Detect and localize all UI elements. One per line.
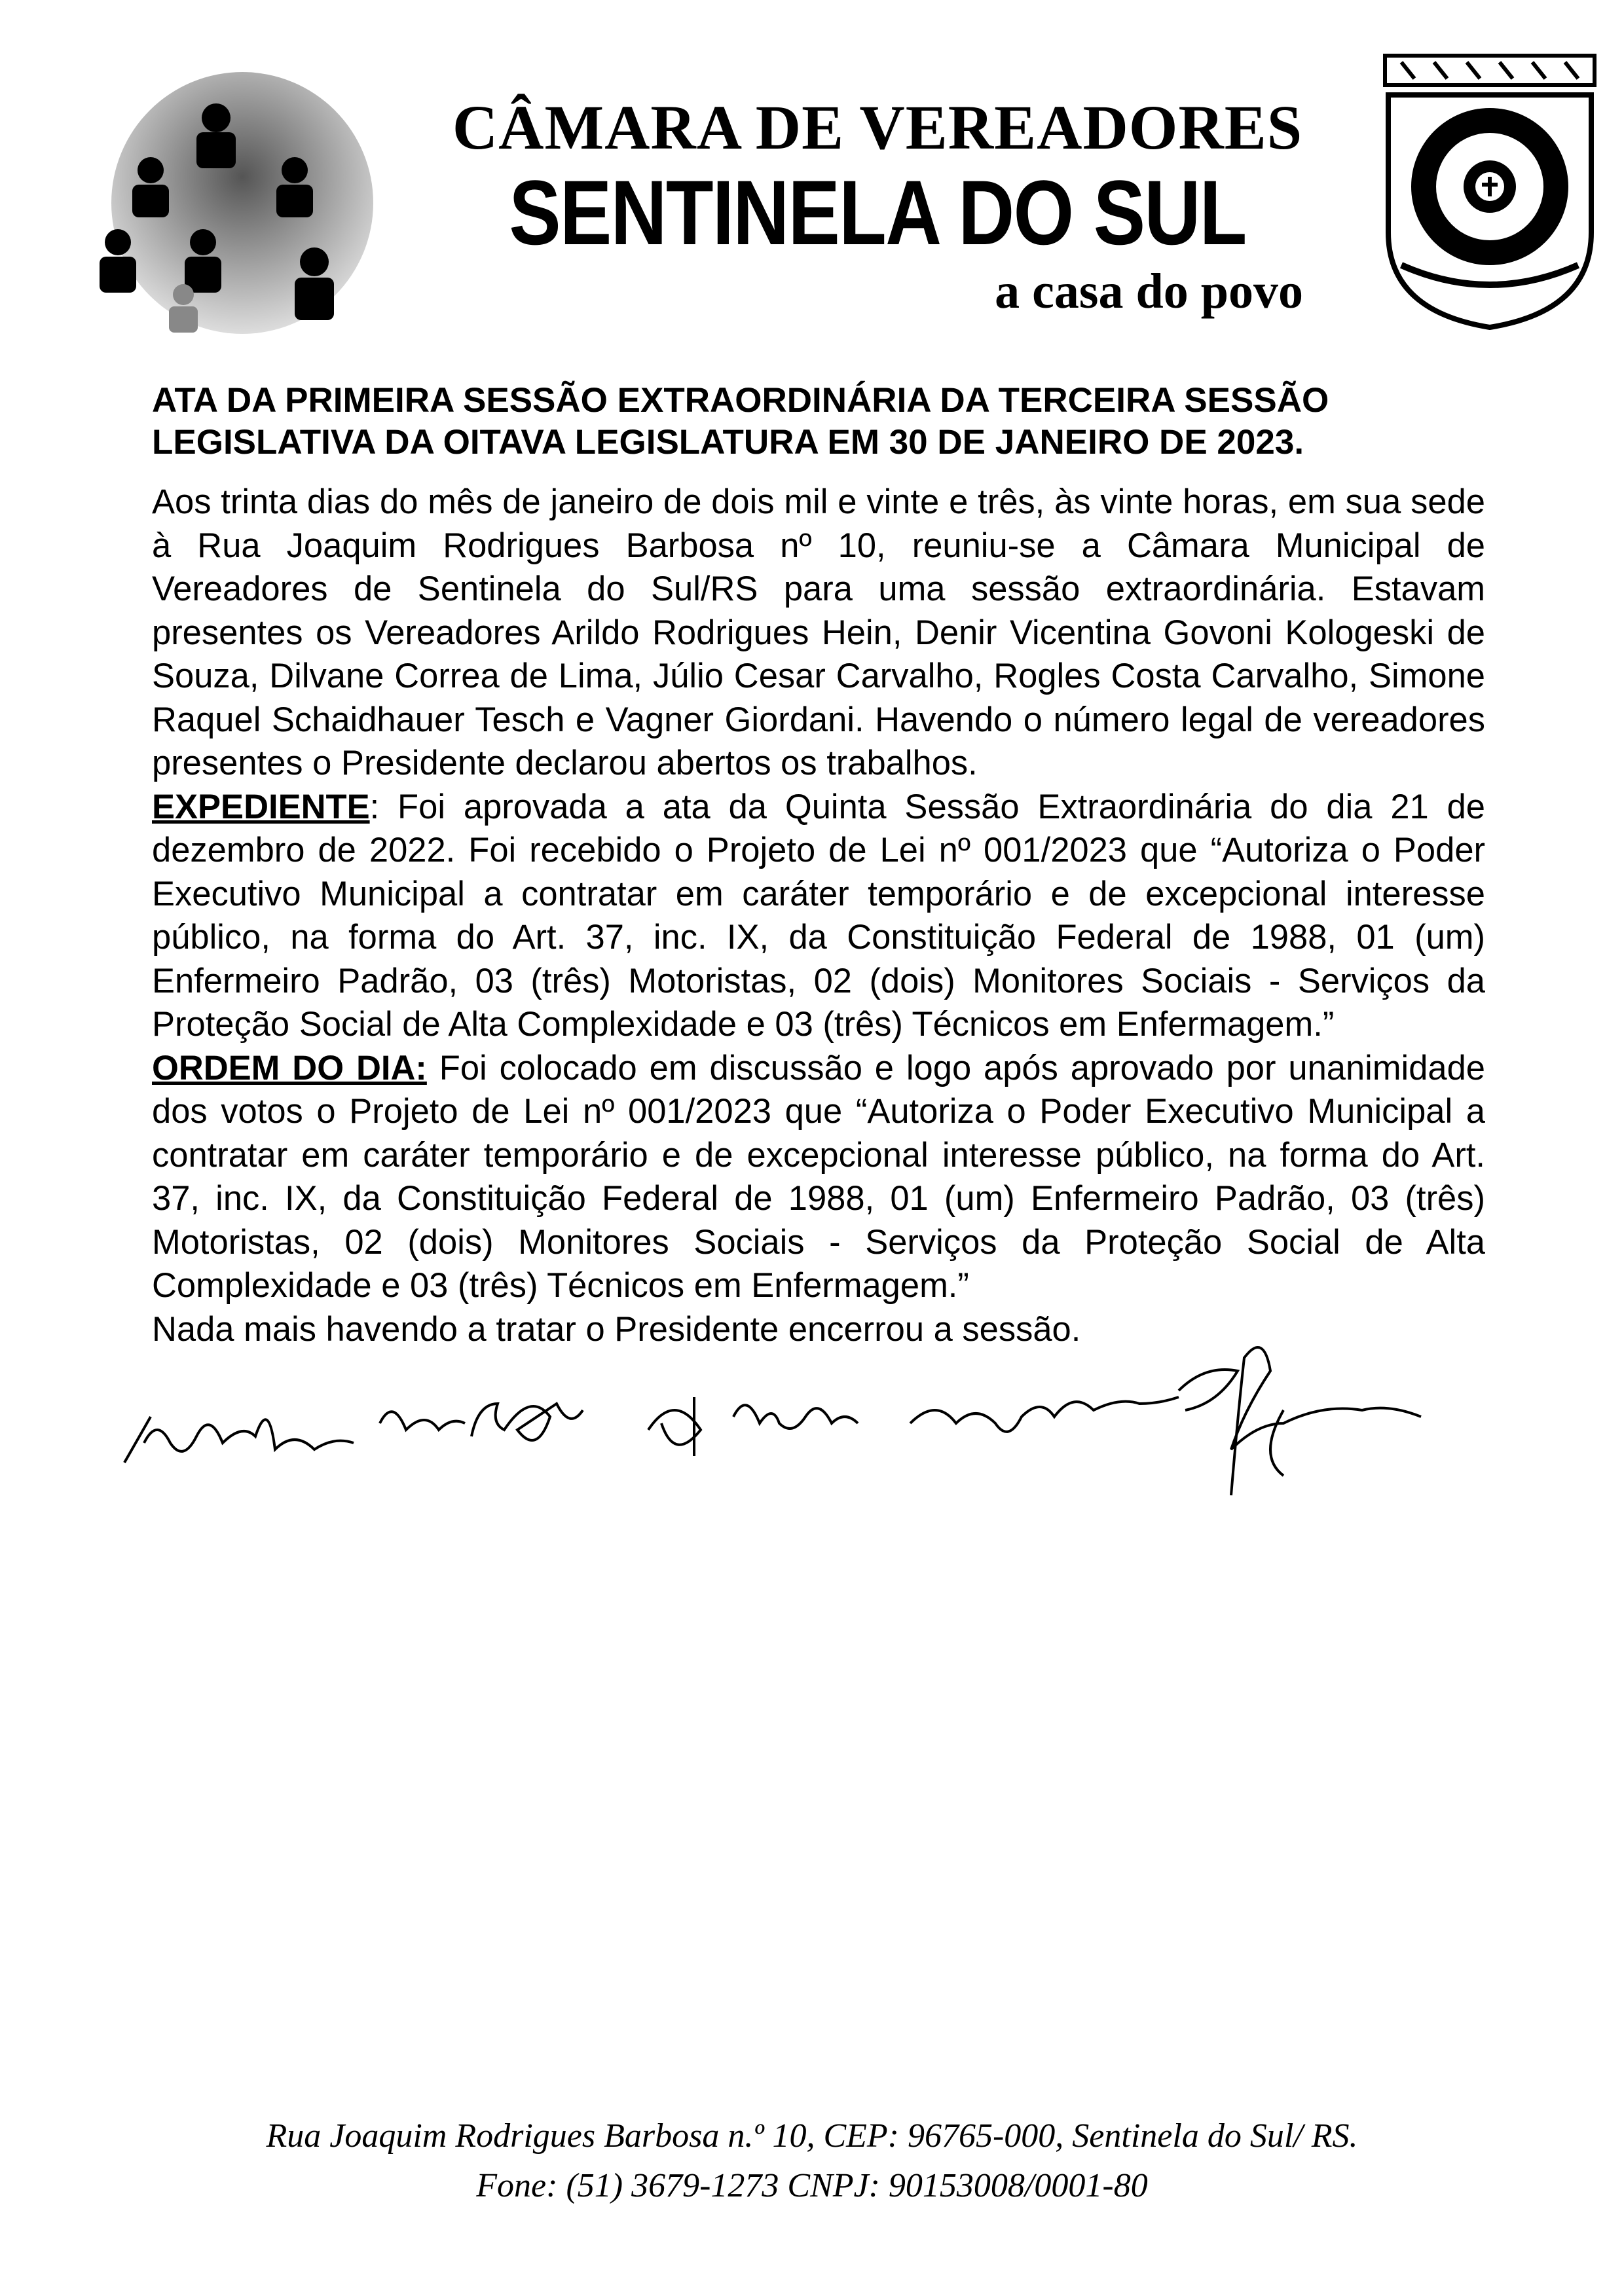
document-body (152, 481, 1485, 1351)
signature-3 (471, 1404, 583, 1440)
document-title: ATA DA PRIMEIRA SESSÃO EXTRAORDINÁRIA DA TERCEIRA SESSÃO LEGISLATIVA DA OITAVA LEGISLATURA EM 30 DE JANEIRO DE 2023. (152, 381, 1329, 462)
ordem-do-dia-section (152, 1047, 1485, 1308)
ordem-do-dia-label: ORDEM DO DIA: (152, 1048, 427, 1087)
signatures (105, 1325, 1572, 1535)
closing-statement: Nada mais havendo a tratar o Presidente encerrou a sessão. (152, 1309, 1081, 1349)
opening-paragraph: Aos trinta dias do mês de janeiro de dois mil e vinte e três, às vinte horas, em sua sede à Rua Joaquim Rodrigues Barbosa nº 10, reuniu-se a Câmara Municipal de Vereadores de Sentinela do Sul/RS para uma sessão extraordinária. Estavam presentes os Vereadores Arildo Rodrigues Hein, Denir Vicentina Govoni Kologeski de Souza, Dilvane Correa de Lima, Júlio Cesar Carvalho, Rogles Costa Carvalho, Simone Raquel Schaidhauer Tesch e Vagner Giordani. Havendo o número legal de vereadores presentes o Presidente declarou abertos os trabalhos. (152, 483, 1485, 782)
chamber-logo (85, 72, 399, 347)
document-content (152, 380, 1485, 1535)
footer-address: Rua Joaquim Rodrigues Barbosa n.º 10, CEP: 96765-000, Sentinela do Sul/ RS. (266, 2117, 1358, 2155)
letterhead (413, 92, 1342, 321)
signature-1 (124, 1417, 354, 1463)
footer-contact: Fone: (51) 3679-1273 CNPJ: 90153008/0001-80 (476, 2167, 1148, 2204)
signature-6 (1231, 1347, 1421, 1495)
expediente-section (152, 786, 1485, 1047)
footer (0, 2111, 1624, 2211)
signature-4 (648, 1397, 858, 1456)
letterhead-slogan: a casa do povo (995, 264, 1303, 319)
letterhead-line2: SENTINELA DO SUL (509, 161, 1246, 264)
expediente-text: : Foi aprovada a ata da Quinta Sessão Extraordinária do dia 21 de dezembro de 2022. Foi recebido o Projeto de Lei nº 001/2023 que “Autoriza o Poder Executivo Municipal a contratar em caráter temporário e de excepcional interesse público, na forma do Art. 37, inc. IX, da Constituição Federal de 1988, 01 (um) Enfermeiro Padrão, 03 (três) Motoristas, 02 (dois) Monitores Sociais - Serviços da Proteção Social de Alta Complexidade e 03 (três) Técnicos em Enfermagem.” (152, 787, 1485, 1044)
ordem-do-dia-text: Foi colocado em discussão e logo após aprovado por unanimidade dos votos o Projeto de Lei nº 001/2023 que “Autoriza o Poder Executivo Municipal a contratar em caráter temporário e de excepcional interesse público, na forma do Art. 37, inc. IX, da Constituição Federal de 1988, 01 (um) Enfermeiro Padrão, 03 (três) Motoristas, 02 (dois) Monitores Sociais - Serviços da Proteção Social de Alta Complexidade e 03 (três) Técnicos em Enfermagem.” (152, 1048, 1486, 1305)
expediente-label: EXPEDIENTE (152, 787, 370, 826)
signature-2 (380, 1412, 465, 1430)
letterhead-line1: CÂMARA DE VEREADORES (452, 92, 1303, 162)
municipal-crest (1375, 49, 1604, 331)
signature-5 (910, 1397, 1179, 1432)
